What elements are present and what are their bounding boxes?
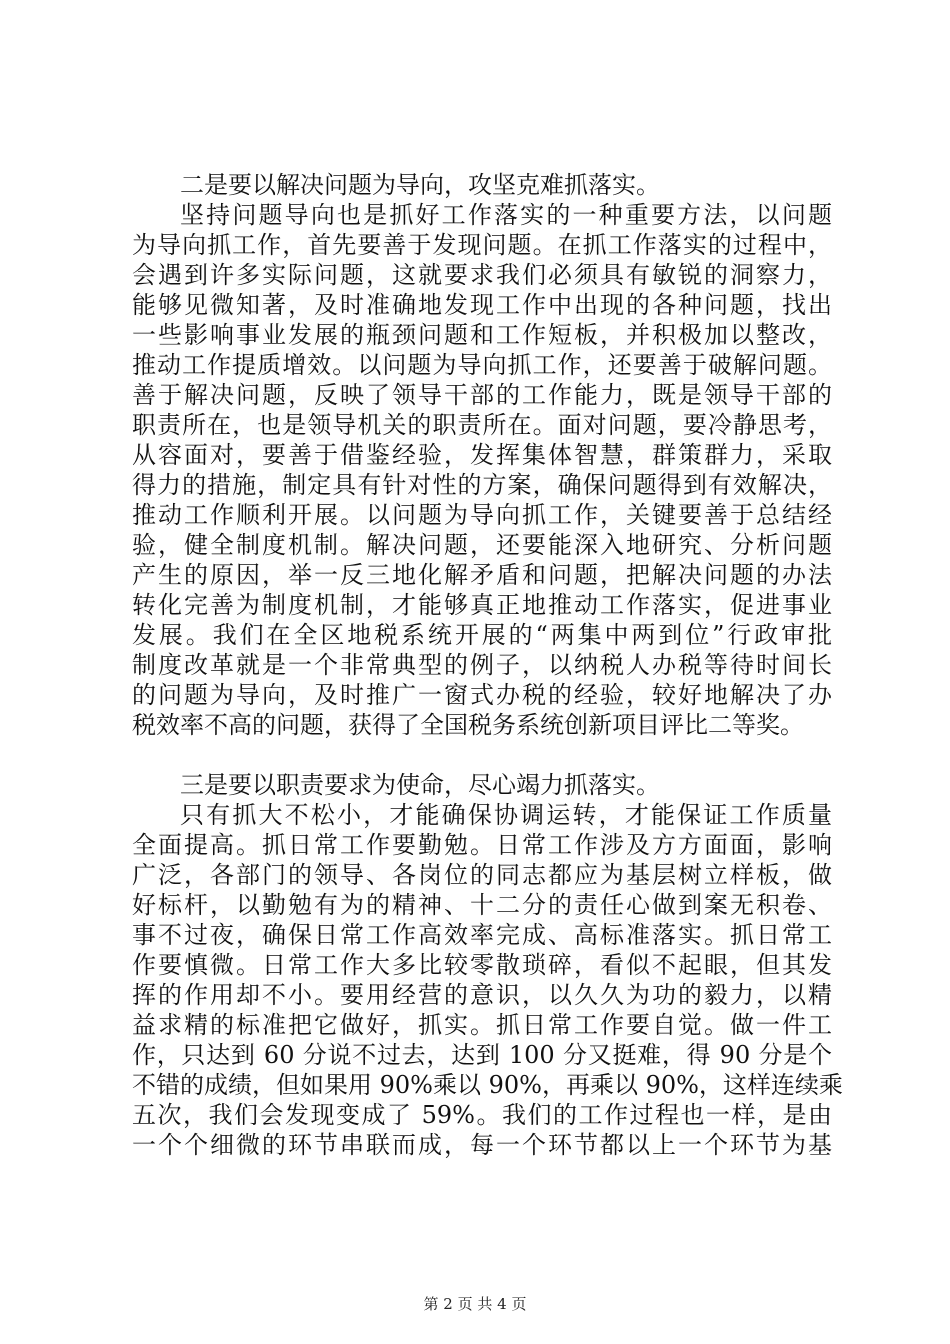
paragraph-line: 得力的措施，制定具有针对性的方案，确保问题得到有效解决，	[132, 471, 832, 499]
paragraph-line: 好标杆，以勤勉有为的精神、十二分的责任心做到案无积卷、	[132, 891, 832, 919]
paragraph-line: 发展。我们在全区地税系统开展的“两集中两到位”行政审批	[132, 621, 832, 649]
paragraph-line: 一个个细微的环节串联而成，每一个环节都以上一个环节为基	[132, 1131, 832, 1159]
paragraph-line: 能够见微知著，及时准确地发现工作中出现的各种问题，找出	[132, 291, 832, 319]
paragraph-line: 会遇到许多实际问题，这就要求我们必须具有敏锐的洞察力，	[132, 261, 832, 289]
paragraph-line: 职责所在，也是领导机关的职责所在。面对问题，要冷静思考，	[132, 411, 832, 439]
paragraph-line: 产生的原因，举一反三地化解矛盾和问题，把解决问题的办法	[132, 561, 832, 589]
paragraph-line: 只有抓大不松小，才能确保协调运转，才能保证工作质量	[180, 801, 832, 829]
paragraph-line: 推动工作提质增效。以问题为导向抓工作，还要善于破解问题。	[132, 351, 832, 379]
paragraph-line: 五次，我们会发现变成了 59%。我们的工作过程也一样，是由	[132, 1101, 832, 1129]
paragraph-line: 不错的成绩，但如果用 90%乘以 90%，再乘以 90%，这样连续乘	[132, 1071, 843, 1099]
paragraph-line: 作，只达到 60 分说不过去，达到 100 分又挺难，得 90 分是个	[132, 1041, 832, 1069]
paragraph-line: 广泛，各部门的领导、各岗位的同志都应为基层树立样板，做	[132, 861, 832, 889]
paragraph-line: 转化完善为制度机制，才能够真正地推动工作落实，促进事业	[132, 591, 832, 619]
paragraph-line: 事不过夜，确保日常工作高效率完成、高标准落实。抓日常工	[132, 921, 832, 949]
paragraph-line: 挥的作用却不小。要用经营的意识，以久久为功的毅力，以精	[132, 981, 832, 1009]
paragraph-line: 验，健全制度机制。解决问题，还要能深入地研究、分析问题	[132, 531, 832, 559]
paragraph-line: 作要慎微。日常工作大多比较零散琐碎，看似不起眼，但其发	[132, 951, 832, 979]
paragraph-line: 一些影响事业发展的瓶颈问题和工作短板，并积极加以整改，	[132, 321, 832, 349]
paragraph-line: 为导向抓工作，首先要善于发现问题。在抓工作落实的过程中，	[132, 231, 832, 259]
section-heading: 三是要以职责要求为使命，尽心竭力抓落实。	[180, 771, 660, 799]
paragraph-line: 善于解决问题，反映了领导干部的工作能力，既是领导干部的	[132, 381, 832, 409]
page-number-footer: 第 2 页 共 4 页	[423, 1295, 527, 1313]
section-heading: 二是要以解决问题为导向，攻坚克难抓落实。	[180, 171, 660, 199]
paragraph-line: 坚持问题导向也是抓好工作落实的一种重要方法，以问题	[180, 201, 832, 229]
paragraph-line: 从容面对，要善于借鉴经验，发挥集体智慧，群策群力，采取	[132, 441, 832, 469]
paragraph-line: 推动工作顺利开展。以问题为导向抓工作，关键要善于总结经	[132, 501, 832, 529]
section-spacer	[132, 740, 832, 770]
paragraph-line: 益求精的标准把它做好，抓实。抓日常工作要自觉。做一件工	[132, 1011, 832, 1039]
document-body	[132, 170, 843, 1160]
paragraph-line: 全面提高。抓日常工作要勤勉。日常工作涉及方方面面，影响	[132, 831, 832, 859]
paragraph-line: 税效率不高的问题，获得了全国税务系统创新项目评比二等奖。	[132, 711, 804, 739]
paragraph-line: 的问题为导向，及时推广一窗式办税的经验，较好地解决了办	[132, 681, 832, 709]
paragraph-line: 制度改革就是一个非常典型的例子，以纳税人办税等待时间长	[132, 651, 832, 679]
